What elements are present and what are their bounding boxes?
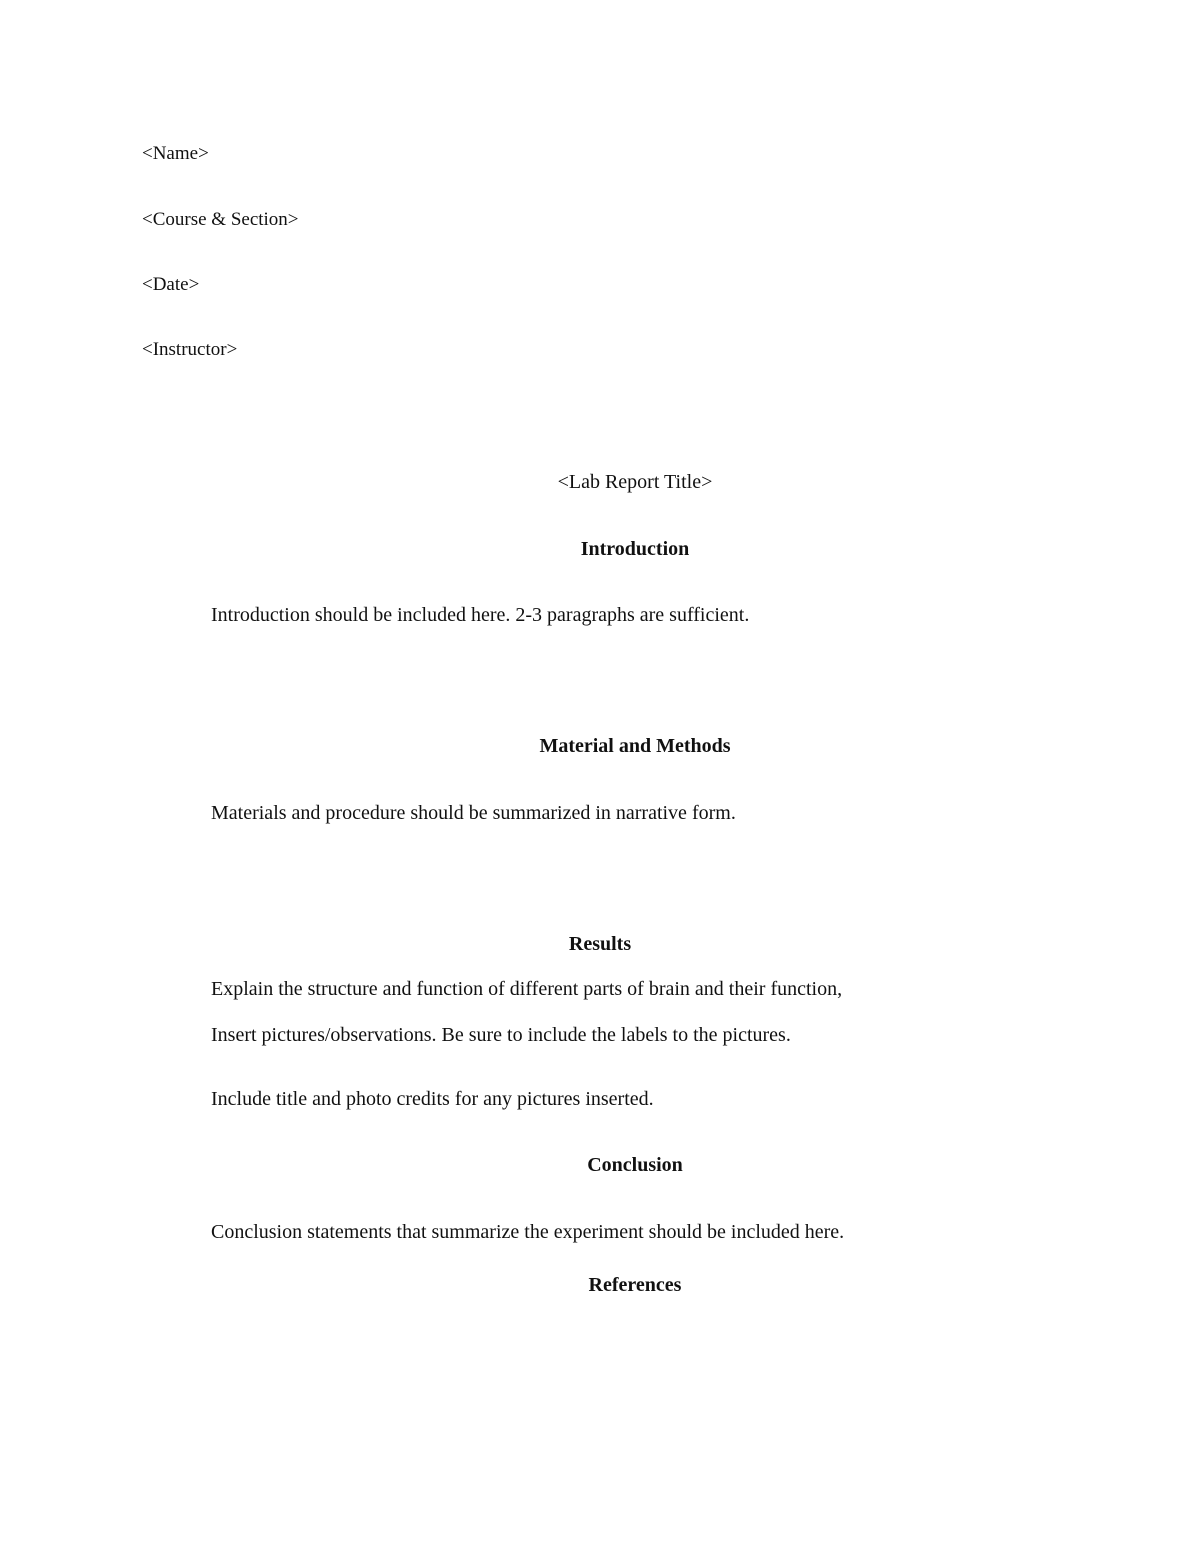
methods-heading: Material and Methods bbox=[539, 735, 731, 757]
results-heading: Results bbox=[568, 933, 632, 955]
references-heading: References bbox=[588, 1274, 682, 1296]
header-name: <Name> bbox=[142, 143, 209, 164]
header-instructor: <Instructor> bbox=[142, 339, 238, 360]
introduction-heading: Introduction bbox=[580, 538, 690, 560]
conclusion-heading: Conclusion bbox=[587, 1154, 683, 1176]
results-text-line3: Include title and photo credits for any pictures inserted. bbox=[211, 1088, 654, 1110]
report-title: <Lab Report Title> bbox=[557, 471, 713, 493]
conclusion-text: Conclusion statements that summarize the experiment should be included here. bbox=[211, 1221, 845, 1243]
header-course-section: <Course & Section> bbox=[142, 209, 299, 230]
results-text-line1: Explain the structure and function of different parts of brain and their function, bbox=[211, 978, 843, 1000]
header-date: <Date> bbox=[142, 274, 200, 295]
methods-text: Materials and procedure should be summarized in narrative form. bbox=[211, 802, 736, 824]
results-text-line2: Insert pictures/observations. Be sure to include the labels to the pictures. bbox=[211, 1024, 791, 1046]
introduction-text: Introduction should be included here. 2-3 paragraphs are sufficient. bbox=[211, 604, 750, 626]
